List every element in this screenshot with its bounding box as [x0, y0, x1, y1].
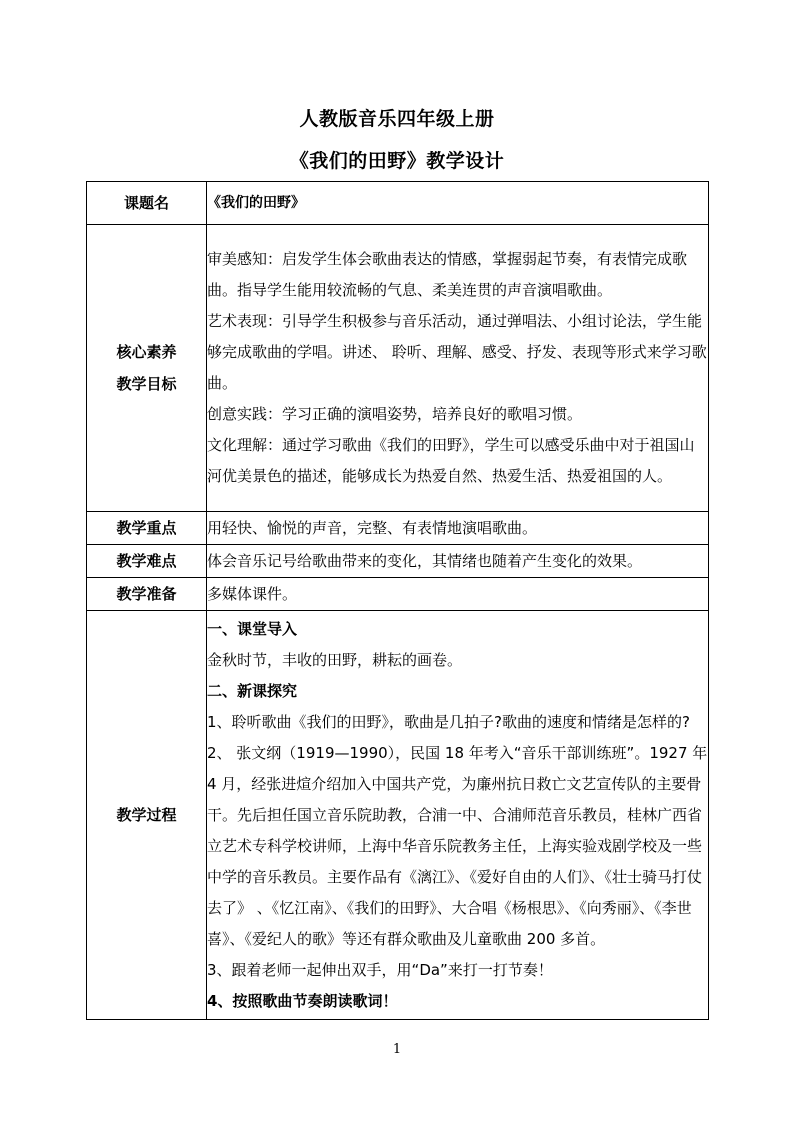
objectives-cell	[207, 225, 709, 512]
preparation-value: 多媒体课件。	[207, 578, 709, 611]
objectives-label	[87, 225, 207, 512]
table-row-process	[87, 611, 709, 1020]
process-cell	[207, 611, 709, 1020]
preparation-label: 教学准备	[87, 578, 207, 611]
table-row-topic	[87, 182, 709, 225]
objective-practice: 创意实践：学习正确的演唱姿势，培养良好的歌唱习惯。	[207, 405, 583, 423]
difficulty-label: 教学难点	[87, 545, 207, 578]
table-row-difficulty	[87, 545, 709, 578]
objectives-label-line2: 教学目标	[116, 375, 177, 393]
table-row-objectives	[87, 225, 709, 512]
process-step-1: 1、聆听歌曲《我们的田野》，歌曲是几拍子?歌曲的速度和情绪是怎样的?	[207, 712, 690, 731]
process-section2-heading: 二、新课探究	[207, 681, 298, 700]
difficulty-value: 体会音乐记号给歌曲带来的变化，其情绪也随着产生变化的效果。	[207, 545, 709, 578]
topic-value-cell	[207, 182, 709, 225]
objective-culture: 文化理解：通过学习歌曲《我们的田野》，学生可以感受乐曲中对于祖国山河优美景色的描述，能够成长为热爱自然、热爱生活、热爱祖国的人。	[207, 436, 695, 485]
process-step-4: 4、按照歌曲节奏朗读歌词！	[207, 991, 398, 1010]
process-step-3: 3、跟着老师一起伸出双手，用“Da”来打一打节奏！	[207, 960, 553, 979]
process-section1-heading: 一、课堂导入	[207, 619, 298, 638]
process-step-2: 2、 张文纲（1919—1990），民国 18 年考入“音乐干部训练班”。1927 年 4 月，经张进煊介绍加入中国共产党，为廉州抗日救亡文艺宣传队的主要骨干。先后担任国立音乐院助教，合浦一中、合浦师范音乐教员，桂林广西省立艺术专科学校讲师，上海中华音乐院教务主任，上海实验戏剧学校及一些中学的音乐教员。主要作品有《漓江》、《爱好自由的人们》、《壮士骑马打仗去了》 、《忆江南》、《我们的田野》、大合唱《杨根思》、《向秀丽》、《李世喜》、《爱纪人的歌》等还有群众歌曲及儿童歌曲 200 多首。	[207, 743, 708, 948]
topic-value: 《我们的田野》	[207, 195, 305, 211]
topic-label: 课题名	[87, 182, 207, 225]
key-point-label: 教学重点	[87, 512, 207, 545]
objective-expression: 艺术表现：引导学生积极参与音乐活动，通过弹唱法、小组讨论法，学生能够完成歌曲的学唱。讲述、 聆听、理解、感受、抒发、表现等形式来学习歌曲。	[207, 312, 707, 392]
table-row-key-point	[87, 512, 709, 545]
document-title-line1: 人教版音乐四年级上册	[299, 108, 495, 130]
document-title-line2: 《我们的田野》教学设计	[289, 150, 505, 172]
process-section1-text: 金秋时节，丰收的田野，耕耘的画卷。	[207, 650, 463, 669]
objective-aesthetic: 审美感知：启发学生体会歌曲表达的情感，掌握弱起节奏，有表情完成歌曲。指导学生能用较流畅的气息、柔美连贯的声音演唱歌曲。	[207, 250, 688, 299]
page-number: 1	[392, 1042, 402, 1057]
objectives-label-line1: 核心素养	[116, 343, 177, 361]
key-point-value: 用轻快、愉悦的声音，完整、有表情地演唱歌曲。	[207, 512, 709, 545]
lesson-plan-table	[86, 181, 709, 1020]
table-row-preparation	[87, 578, 709, 611]
process-label: 教学过程	[87, 611, 207, 1020]
